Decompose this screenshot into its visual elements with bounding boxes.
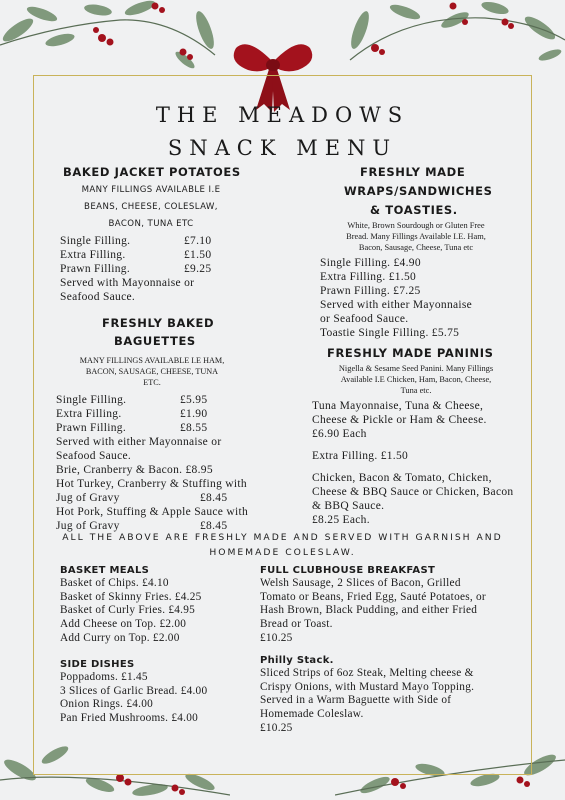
philly-stack-section: Philly Stack. Sliced Strips of 6oz Steak, Melting cheese & Crispy Onions, with Mustard Mayo Topping. Served in a Warm Baguette with Side of Homemade Coleslaw. £10.25 (260, 655, 530, 736)
wraps-heading-2: WRAPS/SANDWICHES (344, 184, 493, 198)
jacket-description: MANY FILLINGS AVAILABLE I.E BEANS, CHEESE, COLESLAW, BACON, TUNA ETC (81, 185, 221, 229)
paninis-description: Nigella & Sesame Seed Panini. Many Fillings Available I.E Chicken, Ham, Bacon, Cheese, Tuna etc. (338, 364, 494, 395)
baguettes-heading-2: BAGUETTES (114, 334, 196, 348)
paninis-price-list: Tuna Mayonnaise, Tuna & Cheese, Cheese & Pickle or Ham & Cheese. £6.90 Each Extra Filling. £1.50 Chicken, Bacon & Tomato, Chicken, Cheese & BBQ Sauce or Chicken, Bacon & BBQ Sauce. £8.25 Each. (312, 400, 514, 526)
philly-heading: Philly Stack. (260, 655, 334, 666)
sides-heading: SIDE DISHES (60, 659, 135, 670)
page-subtitle: SNACK MENU (167, 136, 398, 160)
wraps-description: White, Brown Sourdough or Gluten Free Bread. Many Fillings Available I.E. Ham, Bacon, Sausage, Cheese, Tuna etc (346, 221, 486, 252)
jacket-price-list: Single Filling. £7.10 Extra Filling. £1.50 Prawn Filling. £9.25 Served with Mayonnaise or Seafood Sauce. (60, 235, 212, 303)
wraps-price-list: Single Filling. £4.90 Extra Filling. £1.50 Prawn Filling. £7.25 Served with either Mayonnaise or Seafood Sauce. Toastie Single Filling. £5.75 (320, 257, 473, 339)
garnish-notice: ALL THE ABOVE ARE FRESHLY MADE AND SERVED WITH GARNISH AND HOMEMADE COLESLAW. (62, 532, 503, 558)
clubhouse-breakfast-section: FULL CLUBHOUSE BREAKFAST Welsh Sausage, 2 Slices of Bacon, Grilled Tomato or Beans, Fried Egg, Sauté Potatoes, or Hash Brown, Black Pudding, and either Fried Bread or Toast. £10.25 (260, 565, 530, 646)
wraps-heading: FRESHLY MADE (360, 165, 466, 179)
clubhouse-heading: FULL CLUBHOUSE BREAKFAST (260, 565, 436, 576)
baguettes-heading: FRESHLY BAKED (102, 316, 215, 330)
paninis-heading: FRESHLY MADE PANINIS (327, 346, 494, 360)
basket-heading: BASKET MEALS (60, 565, 150, 576)
jacket-heading: BAKED JACKET POTATOES (63, 165, 241, 179)
basket-meals-section: BASKET MEALS Basket of Chips. £4.10 Basket of Skinny Fries. £4.25 Basket of Curly Fries. £4.95 Add Cheese on Top. £2.00 Add Curry on Top. £2.00 (60, 565, 260, 646)
baguettes-price-list: Single Filling. £5.95 Extra Filling. £1.90 Prawn Filling. £8.55 Served with either Mayonnaise or Seafood Sauce. Brie, Cranberry & Bacon. £8.95 Hot Turkey, Cranberry & Stuffing with Jug of Gravy £8.45 Hot Pork, Stuffing & Apple Sauce with Jug of Gravy £8.45 (56, 394, 249, 532)
page-title: THE MEADOWS (155, 103, 410, 127)
baguettes-description: MANY FILLINGS AVAILABLE I.E HAM, BACON, SAUSAGE, CHEESE, TUNA ETC. (79, 356, 225, 387)
side-dishes-section: SIDE DISHES Poppadoms. £1.45 3 Slices of Garlic Bread. £4.00 Onion Rings. £4.00 Pan Fried Mushrooms. £4.00 (60, 659, 260, 726)
wraps-heading-3: & TOASTIES. (370, 203, 458, 217)
